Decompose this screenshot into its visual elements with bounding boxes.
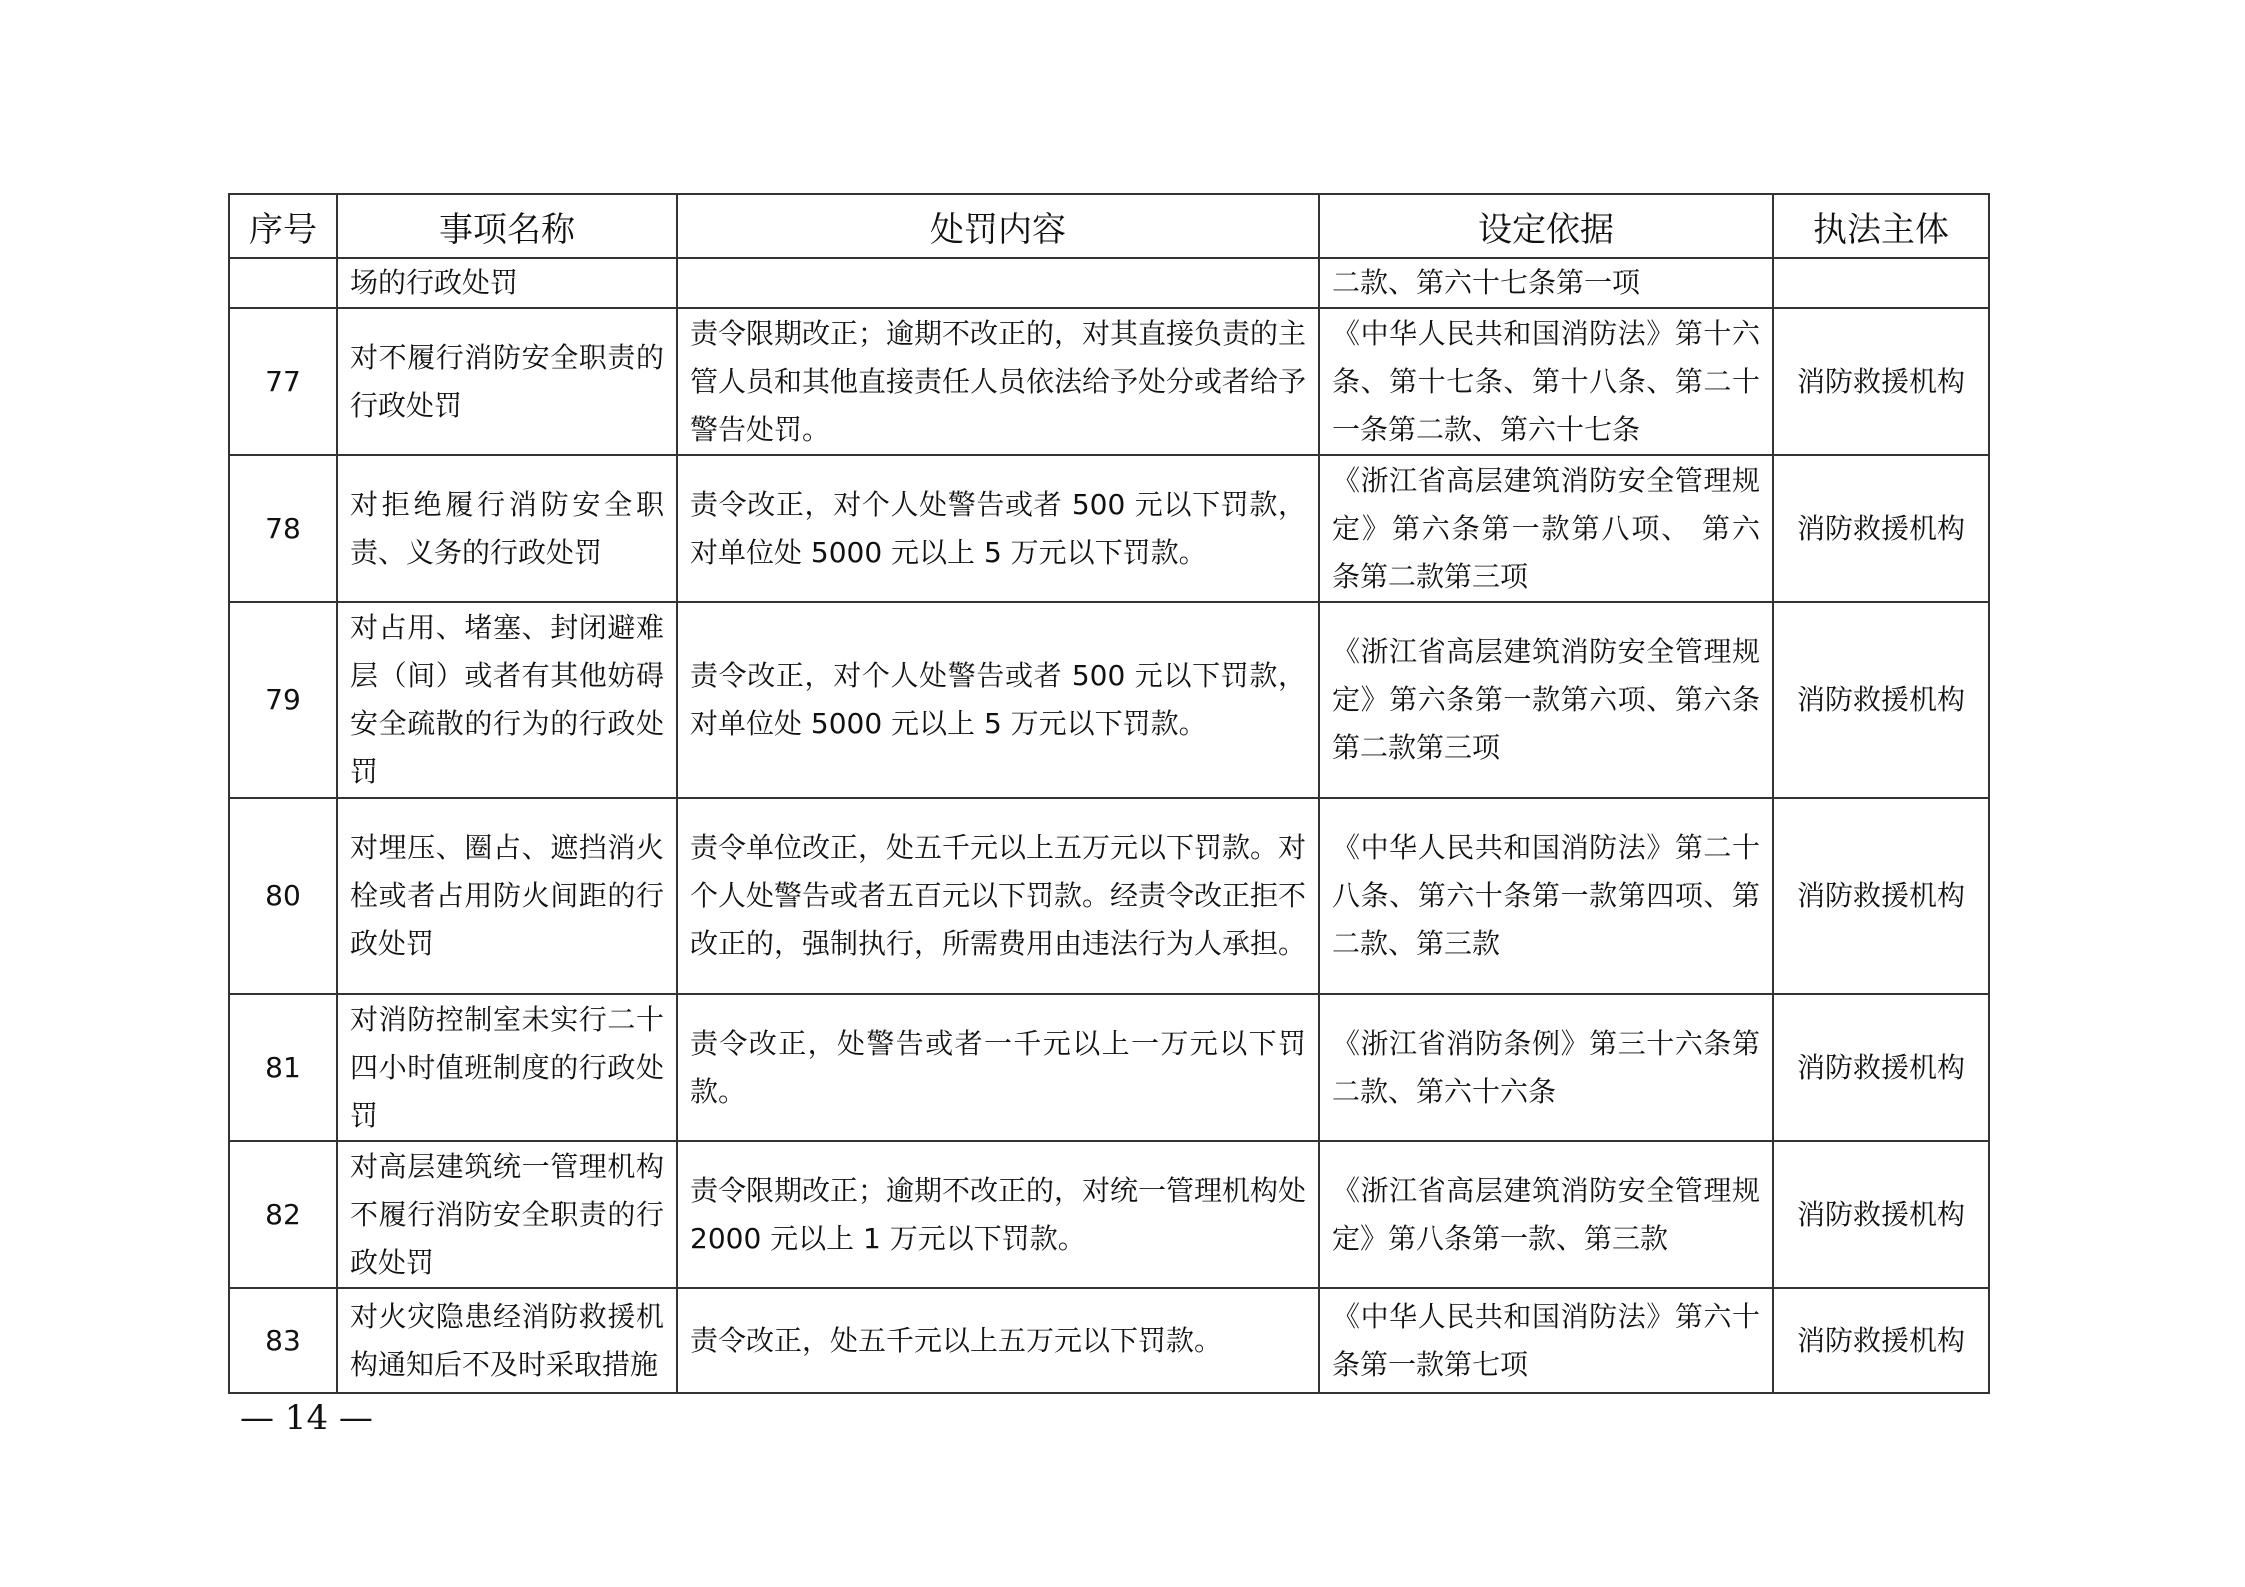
cell-basis: 《浙江省消防条例》第三十六条第二款、第六十六条 bbox=[1319, 994, 1773, 1141]
header-basis: 设定依据 bbox=[1319, 194, 1773, 258]
table-row bbox=[229, 1288, 1989, 1393]
table-row bbox=[229, 1141, 1989, 1288]
table-row bbox=[229, 798, 1989, 994]
cell-item-name: 对不履行消防安全职责的行政处罚 bbox=[337, 308, 677, 455]
table-row bbox=[229, 308, 1989, 455]
table-header-row bbox=[229, 194, 1989, 258]
cell-agency: 消防救援机构 bbox=[1773, 602, 1989, 798]
cell-index: 79 bbox=[229, 602, 337, 798]
cell-basis: 《中华人民共和国消防法》第六十条第一款第七项 bbox=[1319, 1288, 1773, 1393]
page-number: — 14 — bbox=[240, 1398, 373, 1438]
table-row-continuation bbox=[229, 258, 1989, 308]
cell-penalty bbox=[677, 258, 1319, 308]
cell-item-name: 对消防控制室未实行二十四小时值班制度的行政处罚 bbox=[337, 994, 677, 1141]
cell-index: 83 bbox=[229, 1288, 337, 1393]
cell-agency: 消防救援机构 bbox=[1773, 798, 1989, 994]
header-index: 序号 bbox=[229, 194, 337, 258]
cell-index: 78 bbox=[229, 455, 337, 602]
cell-item-name: 对埋压、圈占、遮挡消火栓或者占用防火间距的行政处罚 bbox=[337, 798, 677, 994]
header-agency: 执法主体 bbox=[1773, 194, 1989, 258]
cell-basis: 《中华人民共和国消防法》第十六条、第十七条、第十八条、第二十一条第二款、第六十七条 bbox=[1319, 308, 1773, 455]
cell-item-name: 对占用、堵塞、封闭避难层（间）或者有其他妨碍安全疏散的行为的行政处罚 bbox=[337, 602, 677, 798]
cell-basis: 《浙江省高层建筑消防安全管理规定》第八条第一款、第三款 bbox=[1319, 1141, 1773, 1288]
cell-penalty: 责令改正，对个人处警告或者 500 元以下罚款，对单位处 5000 元以上 5 万元以下罚款。 bbox=[677, 455, 1319, 602]
cell-item-name: 场的行政处罚 bbox=[337, 258, 677, 308]
header-penalty: 处罚内容 bbox=[677, 194, 1319, 258]
cell-penalty: 责令单位改正，处五千元以上五万元以下罚款。对个人处警告或者五百元以下罚款。经责令改正拒不改正的，强制执行，所需费用由违法行为人承担。 bbox=[677, 798, 1319, 994]
table-row bbox=[229, 994, 1989, 1141]
table-row bbox=[229, 602, 1989, 798]
cell-item-name: 对火灾隐患经消防救援机构通知后不及时采取措施 bbox=[337, 1288, 677, 1393]
cell-agency: 消防救援机构 bbox=[1773, 994, 1989, 1141]
penalty-table bbox=[228, 193, 1990, 1394]
cell-penalty: 责令改正，处警告或者一千元以上一万元以下罚款。 bbox=[677, 994, 1319, 1141]
cell-penalty: 责令限期改正；逾期不改正的，对统一管理机构处 2000 元以上 1 万元以下罚款。 bbox=[677, 1141, 1319, 1288]
cell-index: 81 bbox=[229, 994, 337, 1141]
cell-item-name: 对拒绝履行消防安全职责、义务的行政处罚 bbox=[337, 455, 677, 602]
cell-agency: 消防救援机构 bbox=[1773, 455, 1989, 602]
cell-agency: 消防救援机构 bbox=[1773, 1288, 1989, 1393]
cell-penalty: 责令改正，处五千元以上五万元以下罚款。 bbox=[677, 1288, 1319, 1393]
cell-basis: 《中华人民共和国消防法》第二十八条、第六十条第一款第四项、第二款、第三款 bbox=[1319, 798, 1773, 994]
cell-basis: 《浙江省高层建筑消防安全管理规定》第六条第一款第六项、第六条第二款第三项 bbox=[1319, 602, 1773, 798]
cell-agency bbox=[1773, 258, 1989, 308]
cell-index: 80 bbox=[229, 798, 337, 994]
cell-agency: 消防救援机构 bbox=[1773, 1141, 1989, 1288]
cell-basis: 《浙江省高层建筑消防安全管理规定》第六条第一款第八项、 第六条第二款第三项 bbox=[1319, 455, 1773, 602]
cell-agency: 消防救援机构 bbox=[1773, 308, 1989, 455]
cell-index: 82 bbox=[229, 1141, 337, 1288]
cell-penalty: 责令限期改正；逾期不改正的，对其直接负责的主管人员和其他直接责任人员依法给予处分或者给予警告处罚。 bbox=[677, 308, 1319, 455]
cell-item-name: 对高层建筑统一管理机构不履行消防安全职责的行政处罚 bbox=[337, 1141, 677, 1288]
cell-penalty: 责令改正，对个人处警告或者 500 元以下罚款，对单位处 5000 元以上 5 万元以下罚款。 bbox=[677, 602, 1319, 798]
cell-basis: 二款、第六十七条第一项 bbox=[1319, 258, 1773, 308]
cell-index bbox=[229, 258, 337, 308]
cell-index: 77 bbox=[229, 308, 337, 455]
header-item-name: 事项名称 bbox=[337, 194, 677, 258]
table-row bbox=[229, 455, 1989, 602]
